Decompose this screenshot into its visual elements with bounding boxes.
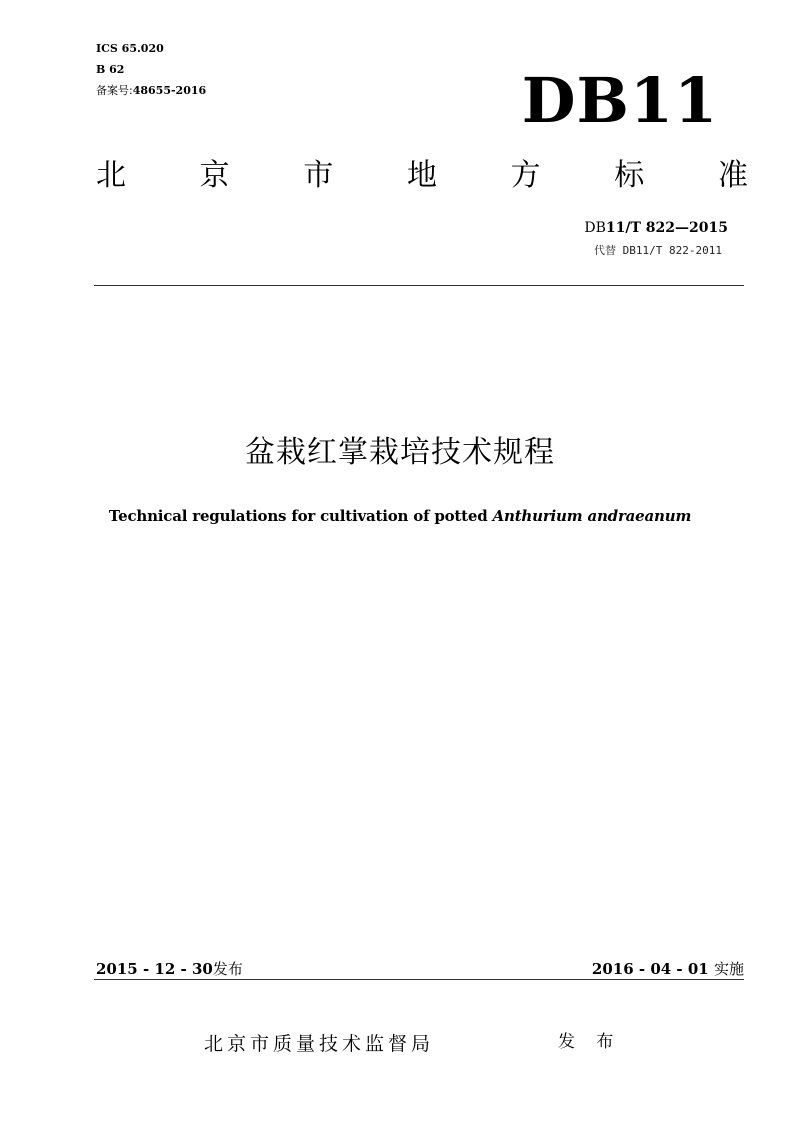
standard-type-heading — [96, 154, 748, 198]
issuing-authority: 北京市质量技术监督局 — [204, 1033, 435, 1055]
standard-type-char: 京 — [199, 158, 230, 193]
publish-date-value: 2015 - 12 - 30 — [96, 960, 213, 978]
standard-number-prefix: DB — [584, 220, 606, 236]
document-title-en — [0, 505, 800, 527]
title-en-main: Technical regulations for cultivation of potted — [108, 507, 493, 525]
ics-code: ICS 65.020 — [96, 42, 164, 55]
bottom-divider — [94, 979, 744, 980]
document-title-cn: 盆栽红掌栽培技术规程 — [245, 435, 555, 470]
title-en-species: Anthurium andraeanum — [492, 507, 692, 525]
db11-logo: DB11 — [521, 64, 719, 137]
filing-number: 48655-2016 — [132, 84, 207, 97]
standard-number-code: 11/T 822—2015 — [605, 220, 728, 236]
publish-label: 发布 — [212, 960, 243, 978]
standard-type-char: 市 — [303, 158, 334, 193]
filing-label: 备案号: — [96, 84, 133, 97]
ccs-code: B 62 — [96, 63, 125, 76]
filing-record — [96, 84, 206, 98]
standard-type-char: 准 — [717, 158, 748, 193]
standard-type-char: 方 — [510, 158, 541, 193]
implement-label: 实施 — [713, 960, 744, 978]
replaces-standard: 代替 DB11/T 822-2011 — [594, 244, 722, 257]
standard-type-char: 标 — [614, 158, 645, 193]
implement-date — [592, 958, 744, 980]
standard-number — [584, 218, 728, 238]
top-divider — [94, 285, 744, 286]
issue-label: 发 布 — [558, 1032, 622, 1052]
implement-date-value: 2016 - 04 - 01 — [591, 960, 709, 978]
publish-date — [96, 958, 243, 980]
standard-type-char: 北 — [96, 158, 126, 193]
standard-type-char: 地 — [406, 158, 437, 193]
